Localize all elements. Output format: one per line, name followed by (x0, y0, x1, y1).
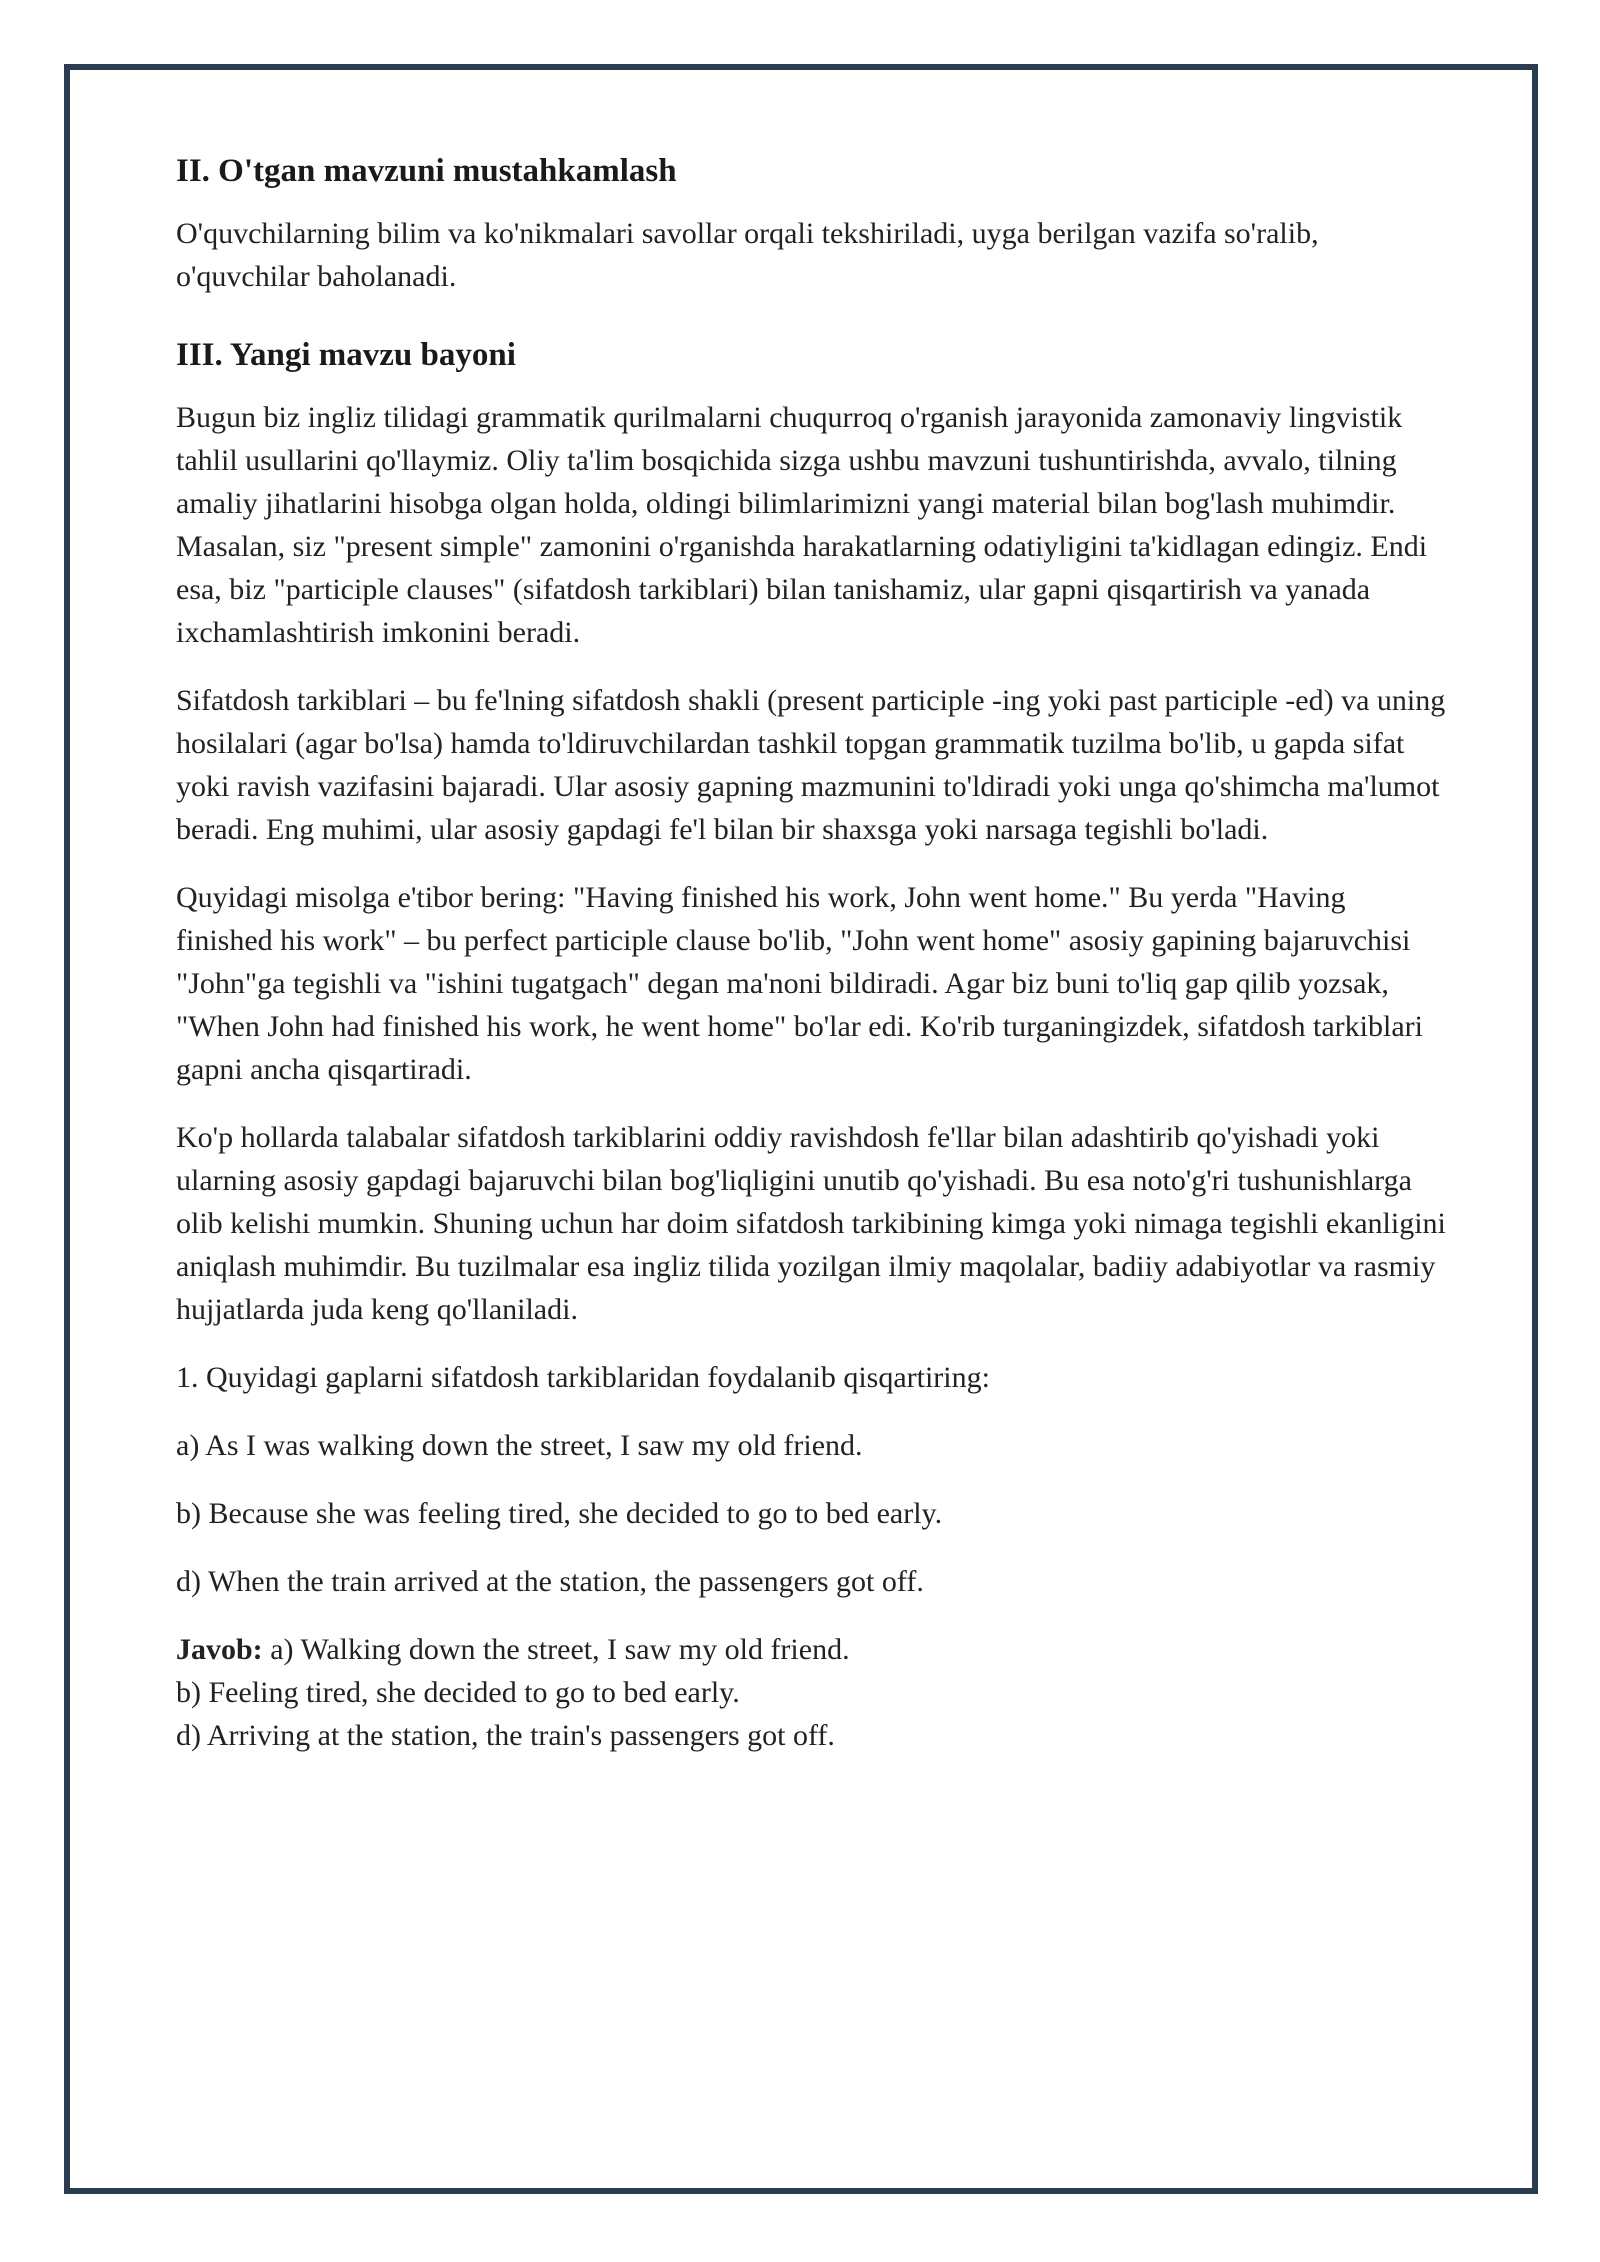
topic-paragraph-1: Bugun biz ingliz tilidagi grammatik qurilmalarni chuqurroq o'rganish jarayonida zamonaviy lingvistik tahlil usullarini qo'llaymiz. Oliy ta'lim bosqichida sizga ushbu mavzuni tushuntirishda, avvalo, tilning amaliy jihatlarini hisobga olgan holda, oldingi bilimlarimizni yangi material bilan bog'lash muhimdir. Masalan, siz "present simple" zamonini o'rganishda harakatlarning odatiyligini ta'kidlagan edingiz. Endi esa, biz "participle clauses" (sifatdosh tarkiblari) bilan tanishamiz, ular gapni qisqartirish va yanada ixchamlashtirish imkonini beradi. (176, 401, 1428, 649)
section-heading-new-topic: III. Yangi mavzu bayoni (176, 337, 516, 373)
answer-text-a: a) Walking down the street, I saw my old friend. (270, 1633, 850, 1666)
answer-line-b: b) Feeling tired, she decided to go to bed early. (176, 1676, 740, 1709)
answer-label: Javob: (176, 1633, 263, 1666)
answer-block (176, 1628, 1446, 1757)
answer-line-d: d) Arriving at the station, the train's passengers got off. (176, 1719, 835, 1752)
topic-paragraph-3: Quyidagi misolga e'tibor bering: "Having finished his work, John went home." Bu yerda "Having finished his work" – bu perfect participle clause bo'lib, "John went home" asosiy gapining bajaruvchisi "John"ga tegishli va "ishini tugatgach" degan ma'noni bildiradi. Agar biz buni to'liq gap qilib yozsak, "When John had finished his work, he went home" bo'lar edi. Ko'rib turganingizdek, sifatdosh tarkiblari gapni ancha qisqartiradi. (176, 881, 1423, 1086)
exercise-item-b: b) Because she was feeling tired, she decided to go to bed early. (176, 1497, 943, 1530)
topic-paragraph-2: Sifatdosh tarkiblari – bu fe'lning sifatdosh shakli (present participle -ing yoki past participle -ed) va uning hosilalari (agar bo'lsa) hamda to'ldiruvchilardan tashkil topgan grammatik tuzilma bo'lib, u gapda sifat yoki ravish vazifasini bajaradi. Ular asosiy gapning mazmunini to'ldiradi yoki unga qo'shimcha ma'lumot beradi. Eng muhimi, ular asosiy gapdagi fe'l bilan bir shaxsga yoki narsaga tegishli bo'ladi. (176, 684, 1446, 846)
topic-paragraph-4: Ko'p hollarda talabalar sifatdosh tarkiblarini oddiy ravishdosh fe'llar bilan adashtirib qo'yishadi yoki ularning asosiy gapdagi bajaruvchi bilan bog'liqligini unutib qo'yishadi. Bu esa noto'g'ri tushunishlarga olib kelishi mumkin. Shuning uchun har doim sifatdosh tarkibining kimga yoki nimaga tegishli ekanligini aniqlash muhimdir. Bu tuzilmalar esa ingliz tilida yozilgan ilmiy maqolalar, badiiy adabiyotlar va rasmiy hujjatlarda juda keng qo'llaniladi. (176, 1121, 1446, 1326)
exercise-instruction: 1. Quyidagi gaplarni sifatdosh tarkiblaridan foydalanib qisqartiring: (176, 1361, 990, 1394)
review-paragraph: O'quvchilarning bilim va ko'nikmalari savollar orqali tekshiriladi, uyga berilgan vazifa so'ralib, o'quvchilar baholanadi. (176, 217, 1319, 293)
exercise-item-d: d) When the train arrived at the station, the passengers got off. (176, 1565, 924, 1598)
document-content (176, 150, 1446, 1757)
section-heading-review: II. O'tgan mavzuni mustahkamlash (176, 153, 677, 189)
exercise-item-a: a) As I was walking down the street, I saw my old friend. (176, 1429, 863, 1462)
answer-line-a (176, 1628, 1446, 1671)
